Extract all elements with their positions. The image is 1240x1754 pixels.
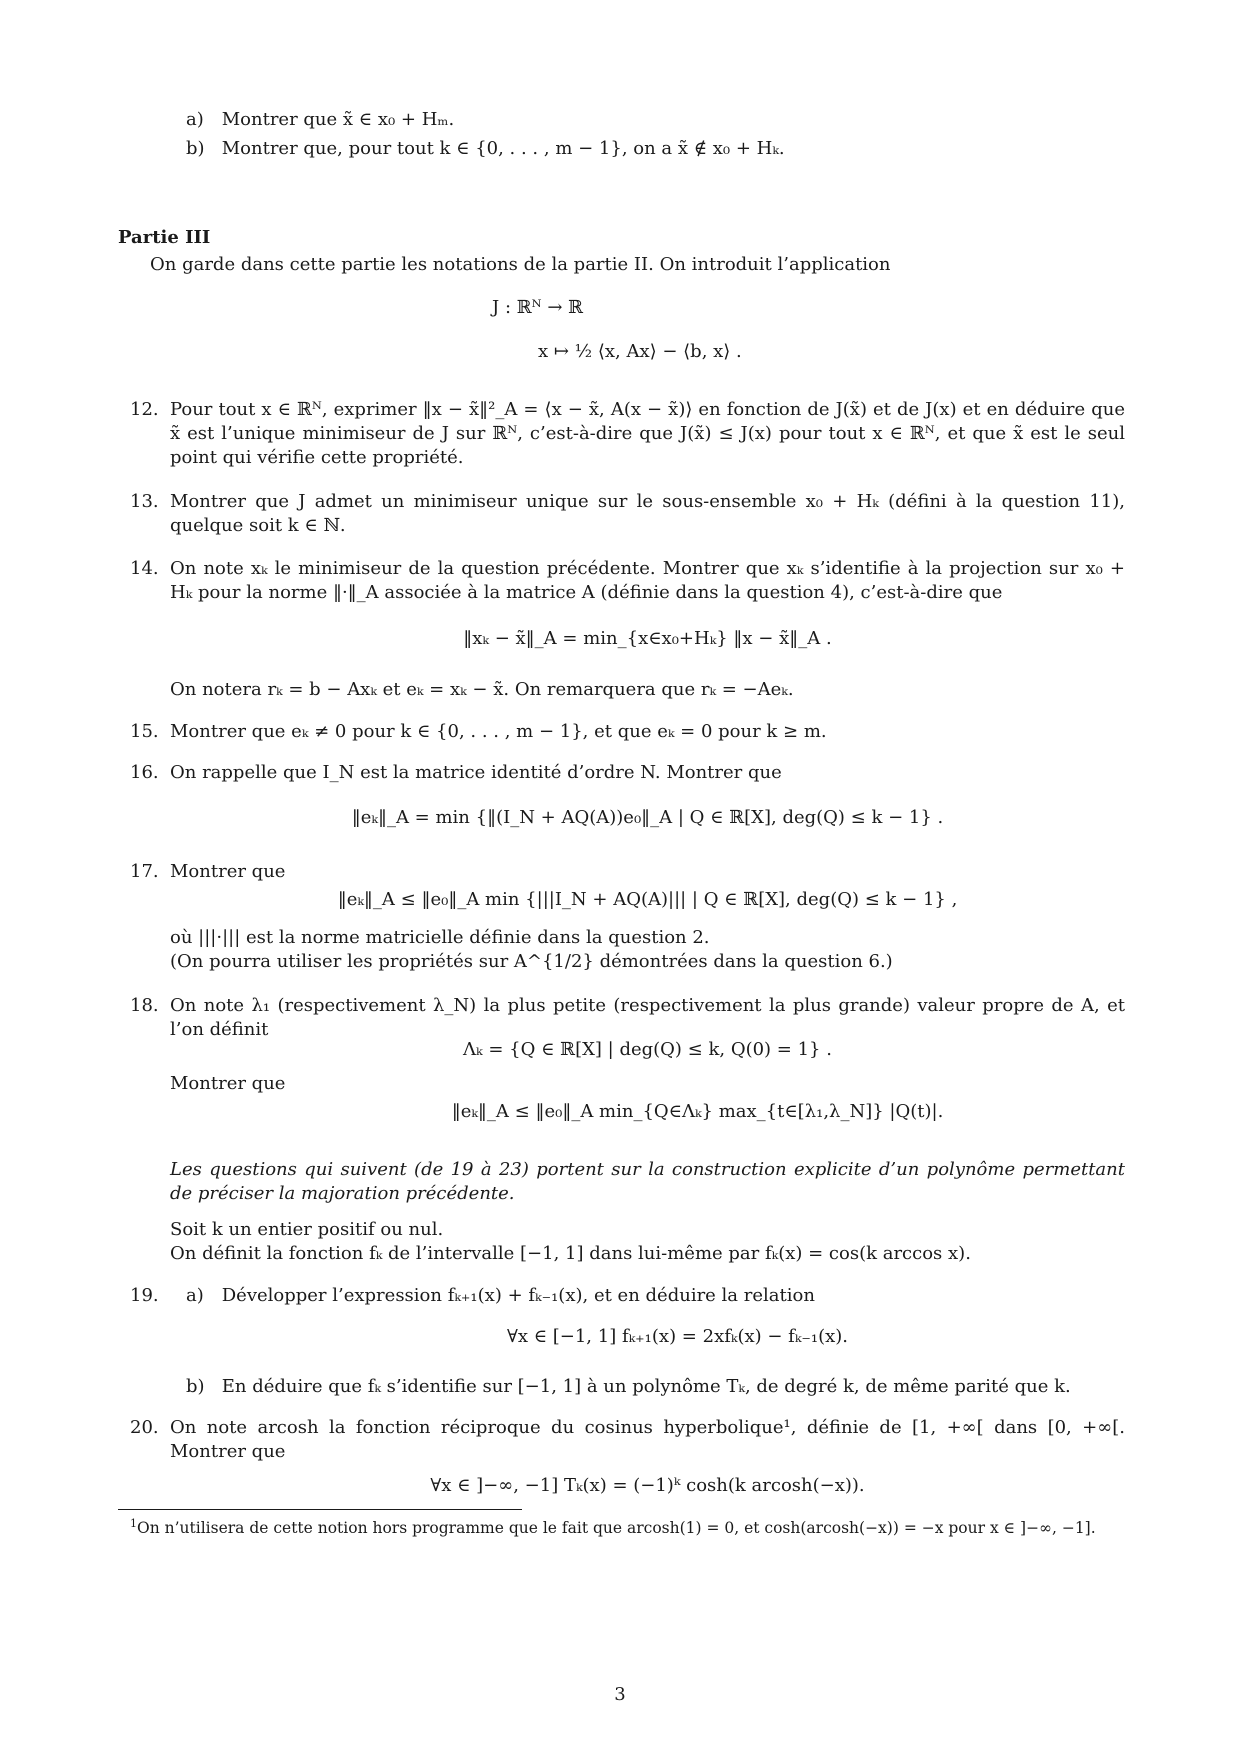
q19-b-label: b) <box>186 1376 205 1397</box>
q19-number: 19. <box>130 1285 159 1306</box>
definition-line: On définit la fonction fₖ de l’intervalle [−1, 1] dans lui-même par fₖ(x) = cos(k arccos x). <box>170 1243 971 1264</box>
q19-a-text: Développer l’expression fₖ₊₁(x) + fₖ₋₁(x), et en déduire la relation <box>221 1285 815 1306</box>
q17-after-2: (On pourra utiliser les propriétés sur A^{1/2} démontrées dans la question 6.) <box>170 951 893 972</box>
q19-b-text: En déduire que fₖ s’identifie sur [−1, 1] à un polynôme Tₖ, de degré k, de même parité que k. <box>221 1376 1071 1397</box>
q19-b <box>186 1375 1126 1399</box>
q20-number: 20. <box>130 1417 159 1438</box>
q19-display: ∀x ∈ [−1, 1] fₖ₊₁(x) = 2xfₖ(x) − fₖ₋₁(x). <box>506 1326 849 1347</box>
q20-text: On note arcosh la fonction réciproque du cosinus hyperbolique¹, définie de [1, +∞[ dans [0, +∞[. Montrer que <box>170 1417 1125 1462</box>
q18-mid: Montrer que <box>170 1073 286 1094</box>
section-title: Partie III <box>118 227 211 248</box>
q18-display-2: ‖eₖ‖_A ≤ ‖e₀‖_A min_{Q∈Λₖ} max_{t∈[λ₁,λ_N]} |Q(t)|. <box>451 1101 944 1122</box>
map-line-1: J : ℝᴺ → ℝ <box>492 297 584 318</box>
q18-text: On note λ₁ (respectivement λ_N) la plus petite (respectivement la plus grande) valeur propre de A, et l’on définit <box>170 995 1125 1040</box>
map-line-2: x ↦ ½ ⟨x, Ax⟩ − ⟨b, x⟩ . <box>538 341 742 362</box>
q17-text: Montrer que <box>170 861 286 882</box>
map-definition-2 <box>538 340 742 364</box>
footnote <box>130 1512 1130 1540</box>
q19-a <box>186 1284 1126 1308</box>
q13-text: Montrer que J admet un minimiseur unique sur le sous-ensemble x₀ + Hₖ (défini à la question 11), quelque soit k ∈ ℕ. <box>170 491 1125 536</box>
q18-display-1: Λₖ = {Q ∈ ℝ[X] | deg(Q) ≤ k, Q(0) = 1} . <box>463 1039 832 1060</box>
q19-a-label: a) <box>186 1285 204 1306</box>
soit-line: Soit k un entier positif ou nul. <box>170 1219 444 1240</box>
page-number: 3 <box>614 1684 626 1705</box>
q15-number: 15. <box>130 721 159 742</box>
q14-after: On notera rₖ = b − Axₖ et eₖ = xₖ − x̃. On remarquera que rₖ = −Aeₖ. <box>170 679 794 700</box>
section-intro: On garde dans cette partie les notations de la partie II. On introduit l’application <box>150 254 891 275</box>
map-definition <box>492 296 583 320</box>
q16-number: 16. <box>130 762 159 783</box>
q20-display: ∀x ∈ ]−∞, −1] Tₖ(x) = (−1)ᵏ cosh(k arcosh(−x)). <box>430 1475 865 1496</box>
q17-display: ‖eₖ‖_A ≤ ‖e₀‖_A min {|||I_N + AQ(A)||| | Q ∈ ℝ[X], deg(Q) ≤ k − 1} , <box>337 889 958 910</box>
q16-text: On rappelle que I_N est la matrice identité d’ordre N. Montrer que <box>170 762 782 783</box>
q17-number: 17. <box>130 861 159 882</box>
item-11a-label: a) <box>186 109 204 130</box>
item-11a-text: Montrer que x̃ ∈ x₀ + Hₘ. <box>221 109 455 130</box>
section-note: Les questions qui suivent (de 19 à 23) portent sur la construction explicite d’un polynôme permettant de préciser la majoration précédente. <box>170 1159 1125 1204</box>
item-11a <box>186 108 454 132</box>
q13-number: 13. <box>130 491 159 512</box>
q15-text: Montrer que eₖ ≠ 0 pour k ∈ {0, . . . , m − 1}, et que eₖ = 0 pour k ≥ m. <box>170 721 827 742</box>
item-11b-text: Montrer que, pour tout k ∈ {0, . . . , m − 1}, on a x̃ ∉ x₀ + Hₖ. <box>221 138 785 159</box>
q18-number: 18. <box>130 995 159 1016</box>
q14-display: ‖xₖ − x̃‖_A = min_{x∈x₀+Hₖ} ‖x − x̃‖_A . <box>463 628 832 649</box>
q16-display: ‖eₖ‖_A = min {‖(I_N + AQ(A))e₀‖_A | Q ∈ ℝ[X], deg(Q) ≤ k − 1} . <box>351 807 944 828</box>
footnote-mark: 1 <box>130 1517 137 1530</box>
footnote-text: On n’utilisera de cette notion hors programme que le fait que arcosh(1) = 0, et cosh(arcosh(−x)) = −x pour x ∈ ]−∞, −1]. <box>137 1519 1096 1538</box>
q14-number: 14. <box>130 558 159 579</box>
q12-text: Pour tout x ∈ ℝᴺ, exprimer ‖x − x̃‖²_A = ⟨x − x̃, A(x − x̃)⟩ en fonction de J(x̃) et de J(x) et en déduire que x̃ est l’unique minimiseur de J sur ℝᴺ, c’est-à-dire que J(x̃) ≤ J(x) pour tout x ∈ ℝᴺ, et que x̃ est le seul point qui vérifie cette propriété. <box>170 399 1125 468</box>
item-11b-label: b) <box>186 138 205 159</box>
footnote-rule <box>118 1509 522 1510</box>
item-11b <box>186 137 785 161</box>
q12-number: 12. <box>130 399 159 420</box>
q17-after-1: où |||·||| est la norme matricielle définie dans la question 2. <box>170 927 710 948</box>
q14-text: On note xₖ le minimiseur de la question précédente. Montrer que xₖ s’identifie à la projection sur x₀ + Hₖ pour la norme ‖·‖_A associée à la matrice A (définie dans la question 4), c’est-à-dire que <box>170 558 1125 603</box>
